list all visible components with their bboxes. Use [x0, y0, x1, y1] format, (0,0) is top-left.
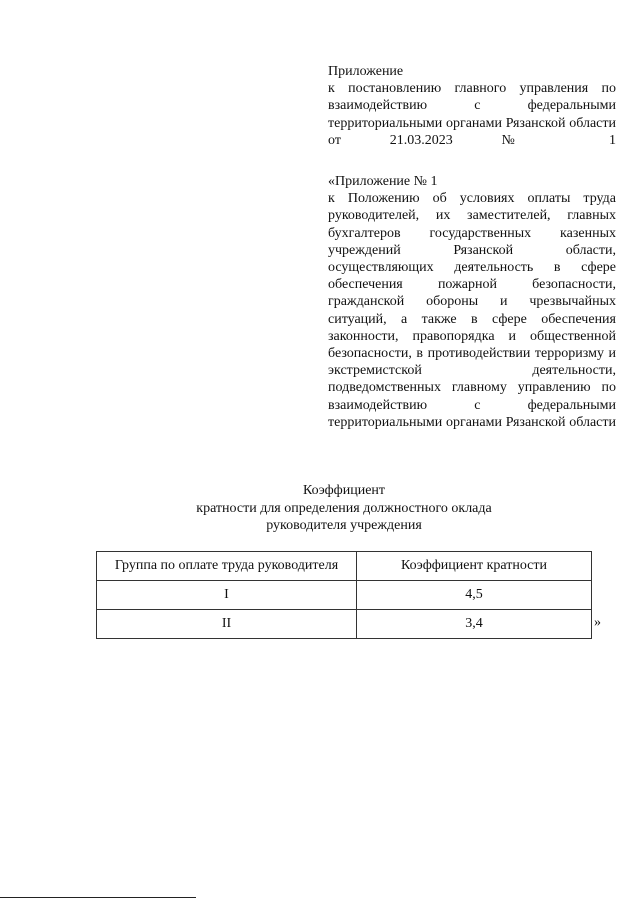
column-header-group: Группа по оплате труда руководителя — [97, 552, 357, 581]
table-row — [97, 610, 592, 639]
annex-resolution-text: к постановлению главного управления по взаимодействию с федеральными территориальными органами Рязанской области от 21.03.2023 № 1 — [328, 81, 616, 148]
annex-heading: Приложение — [328, 64, 404, 79]
table-header-row — [97, 552, 592, 581]
column-header-coefficient: Коэффициент кратности — [357, 552, 592, 581]
group-cell: I — [97, 581, 357, 610]
title-line-1: Коэффициент — [302, 483, 386, 498]
table-row — [97, 581, 592, 610]
closing-quote-mark: » — [594, 615, 601, 630]
coefficient-cell: 3,4 — [357, 610, 592, 639]
coefficient-table — [96, 551, 592, 639]
coefficient-cell: 4,5 — [357, 581, 592, 610]
footer-divider — [0, 897, 196, 898]
document-title — [96, 482, 592, 535]
annex-number-heading: «Приложение № 1 — [328, 174, 438, 189]
annex-regulation-text: к Положению об условиях оплаты труда руководителей, их заместителей, главных бухгалтеров государственных казенных учреждений Рязанской области, осуществляющих деятельность в сфере обеспечения пожарной безопасности, гражданской обороны и чрезвычайных ситуаций, а также в сфере обеспечения законности, правопорядка и общественной безопасности, в противодействии терроризму и экстремистской деятельности, подведомственных главному управлению по взаимодействию с федеральными территориальными органами Рязанской области — [328, 191, 616, 430]
title-line-3: руководителя учреждения — [266, 518, 422, 533]
annex-reference-block — [328, 63, 616, 149]
title-line-2: кратности для определения должностного оклада — [196, 500, 492, 516]
annex-regulation-block — [328, 173, 616, 431]
group-cell: II — [97, 610, 357, 639]
